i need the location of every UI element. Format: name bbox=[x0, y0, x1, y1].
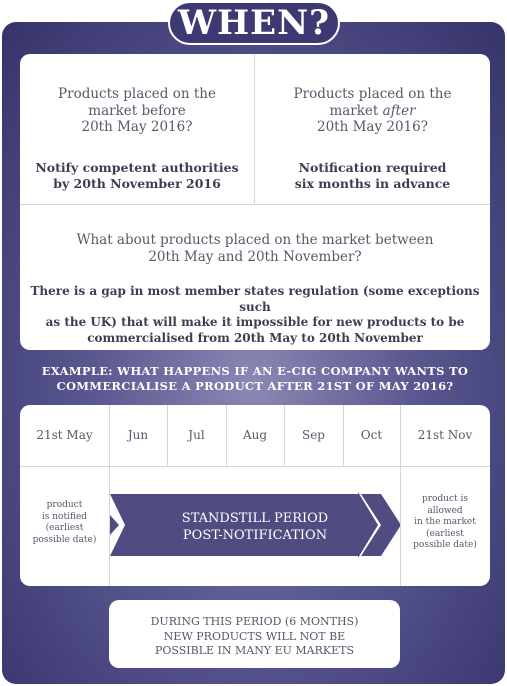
allowed-note-line: allowed bbox=[427, 505, 463, 516]
conclusion-line3: POSSIBLE IN MANY EU MARKETS bbox=[154, 644, 355, 657]
timeline-month: Aug bbox=[242, 428, 268, 442]
between-answer bbox=[30, 284, 480, 346]
after-question-line1: Products placed on the bbox=[293, 86, 452, 102]
conclusion-card bbox=[109, 600, 400, 668]
after-answer bbox=[255, 160, 490, 192]
between-answer-line3: commercialised from 20th May to 20th November bbox=[87, 330, 423, 345]
allowed-note bbox=[400, 494, 490, 552]
after-answer-line1: Notification required bbox=[298, 160, 447, 175]
allowed-note-line: (earliest bbox=[426, 528, 464, 539]
timeline-start-date: 21st May bbox=[36, 428, 93, 442]
example-heading bbox=[20, 364, 490, 394]
horizontal-divider bbox=[20, 204, 490, 205]
standstill-label bbox=[130, 511, 380, 544]
timeline-card bbox=[20, 405, 490, 586]
notified-note-line: is notified bbox=[41, 511, 88, 522]
timeline-month: Jun bbox=[127, 428, 149, 442]
page-title: WHEN? bbox=[168, 1, 340, 45]
start-marker-icon bbox=[110, 515, 119, 535]
timeline-month: Jul bbox=[188, 428, 205, 442]
after-question-line2 bbox=[255, 103, 490, 120]
notified-note-line: possible date) bbox=[32, 534, 97, 545]
after-question-market: market bbox=[329, 102, 383, 119]
timeline-month: Sep bbox=[301, 428, 325, 442]
before-question bbox=[20, 86, 254, 136]
allowed-note-line: in the market bbox=[414, 517, 476, 527]
between-answer-line1: There is a gap in most member states regulation (some exceptions such bbox=[30, 284, 480, 314]
before-answer bbox=[20, 160, 254, 192]
timeline-end-date: 21st Nov bbox=[417, 428, 473, 442]
example-heading-line1: EXAMPLE: WHAT HAPPENS IF AN E-CIG COMPANY WANTS TO bbox=[41, 364, 469, 378]
standstill-label-line1: STANDSTILL PERIOD bbox=[181, 511, 329, 526]
conclusion-text bbox=[109, 615, 400, 659]
allowed-note-line: possible date) bbox=[413, 540, 477, 550]
timeline-divider bbox=[20, 466, 490, 467]
info-card bbox=[20, 54, 490, 350]
before-question-line3: 20th May 2016? bbox=[81, 119, 193, 135]
before-question-line1: Products placed on the bbox=[58, 86, 216, 102]
example-heading-line2: COMMERCIALISE A PRODUCT AFTER 21ST OF MAY 2016? bbox=[56, 379, 454, 393]
after-answer-line2: six months in advance bbox=[294, 176, 451, 191]
after-question bbox=[255, 86, 490, 136]
before-question-line2: market before bbox=[88, 102, 186, 119]
between-answer-line2: as the UK) that will make it impossible for new products to be bbox=[45, 315, 465, 329]
before-answer-line1: Notify competent authorities bbox=[35, 160, 239, 175]
notified-note-line: (earliest bbox=[45, 523, 84, 533]
before-answer-line2: by 20th November 2016 bbox=[53, 176, 221, 191]
notified-note-line: product bbox=[46, 500, 83, 510]
between-question bbox=[20, 232, 490, 265]
conclusion-line2: NEW PRODUCTS WILL NOT BE bbox=[163, 629, 346, 643]
conclusion-line1: DURING THIS PERIOD (6 MONTHS) bbox=[150, 615, 359, 628]
between-question-line1: What about products placed on the market between bbox=[76, 232, 434, 248]
after-question-emphasis: after bbox=[382, 102, 416, 119]
between-question-line2: 20th May and 20th November? bbox=[148, 248, 362, 265]
standstill-label-line2: POST-NOTIFICATION bbox=[182, 527, 328, 543]
timeline-month: Oct bbox=[360, 428, 383, 442]
notified-note bbox=[20, 500, 109, 546]
allowed-note-line: product is bbox=[421, 494, 469, 504]
after-question-line3: 20th May 2016? bbox=[317, 119, 428, 135]
